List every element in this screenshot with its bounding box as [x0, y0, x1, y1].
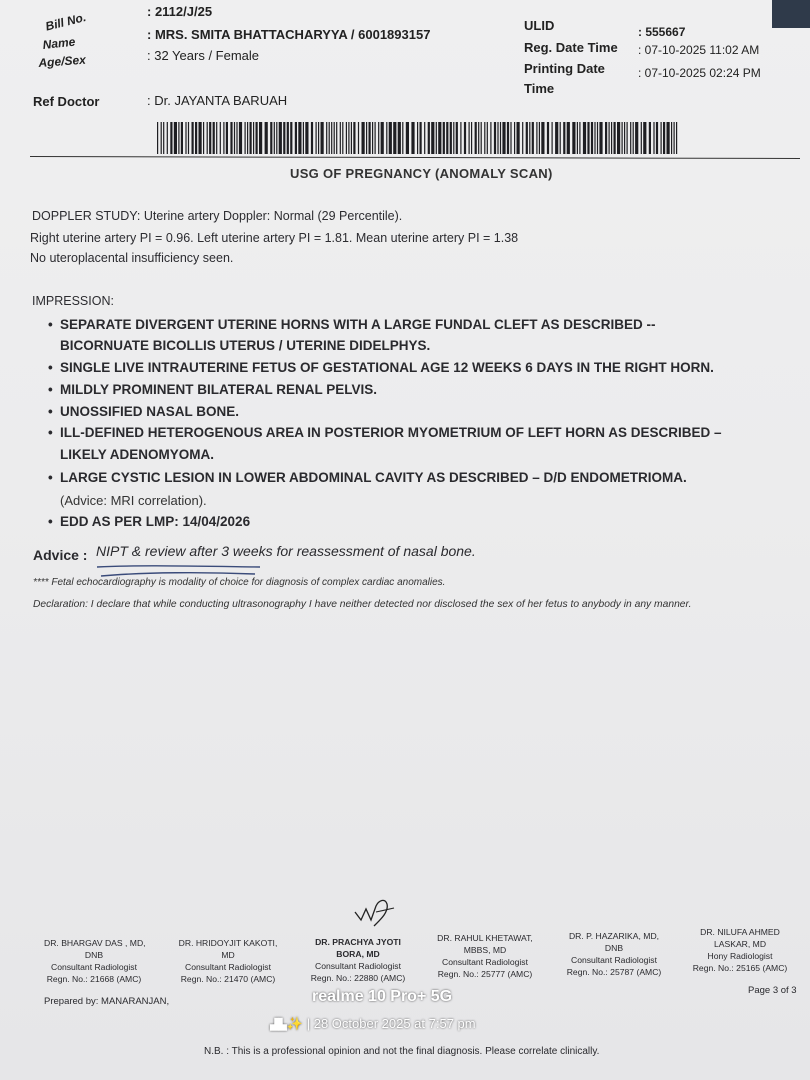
barcode-bar [676, 122, 677, 154]
barcode-bar [398, 122, 401, 154]
doctor-degree: DNB [604, 943, 624, 953]
barcode-bar [326, 122, 327, 154]
barcode-bar [375, 122, 376, 154]
barcode-bar [656, 122, 658, 154]
bullet: • [48, 514, 53, 529]
bullet: • [48, 382, 53, 397]
doctor-block [300, 936, 416, 984]
barcode-bar [170, 122, 172, 154]
barcode-bar [274, 122, 275, 154]
barcode-bar [192, 122, 194, 154]
barcode-bar [342, 122, 343, 154]
barcode-bar [624, 122, 625, 154]
barcode-bar [393, 122, 396, 154]
barcode [157, 122, 679, 154]
watermark-glyph: ▟▙ [270, 1019, 287, 1031]
barcode-bar [614, 122, 616, 154]
doctor-degree: MBBS, MD [463, 945, 507, 955]
barcode-bar [178, 122, 179, 154]
prepared-by: Prepared by: MANARANJAN, [44, 996, 170, 1007]
barcode-bar [605, 122, 607, 154]
barcode-bar [517, 122, 520, 154]
barcode-bar [226, 122, 228, 154]
barcode-bar [411, 122, 414, 154]
barcode-bar [522, 122, 523, 154]
barcode-bar [157, 122, 158, 154]
barcode-bar [336, 122, 337, 154]
barcode-bar [536, 122, 537, 154]
doctor-name: DR. PRACHYA JYOTI [315, 937, 401, 947]
barcode-bar [436, 122, 437, 154]
barcode-bar [484, 122, 485, 154]
barcode-bar [223, 122, 224, 154]
barcode-bar [305, 122, 308, 154]
advice-text: NIPT & review after 3 weeks for reassessment of nasal bone. [96, 543, 476, 559]
report-title: USG OF PREGNANCY (ANOMALY SCAN) [290, 166, 553, 181]
doctor-block [426, 932, 544, 980]
nb-note: N.B. : This is a professional opinion and not the final diagnosis. Please correlate clinically. [204, 1046, 600, 1057]
barcode-bar [502, 122, 505, 154]
impression-item: MILDLY PROMINENT BILATERAL RENAL PELVIS. [60, 382, 378, 397]
doctor-degree: DNB [84, 950, 104, 960]
doctor-regn: Regn. No.: 25165 (AMC) [692, 963, 788, 973]
bullet: • [48, 425, 53, 440]
barcode-bar [253, 122, 254, 154]
barcode-bar [464, 122, 466, 154]
barcode-bar [220, 122, 221, 154]
barcode-bar [431, 122, 434, 154]
barcode-bar [259, 122, 262, 154]
doctor-regn: Regn. No.: 25787 (AMC) [566, 967, 662, 977]
barcode-bar [270, 122, 272, 154]
barcode-bar [667, 122, 670, 154]
barcode-bar [572, 122, 575, 154]
doctor-name: DR. BHARGAV DAS , MD, [44, 938, 146, 948]
printing-date-value: : 07-10-2025 02:24 PM [638, 66, 761, 80]
barcode-bar [372, 122, 373, 154]
barcode-bar [622, 122, 623, 154]
barcode-bar [583, 122, 586, 154]
impression-heading: IMPRESSION: [32, 294, 114, 308]
barcode-bar [460, 122, 461, 154]
impression-item: (Advice: MRI correlation). [60, 493, 207, 508]
barcode-bar [497, 122, 498, 154]
barcode-bar [298, 122, 301, 154]
barcode-bar [161, 122, 162, 154]
device-watermark: realme 10 Pro+ 5G [312, 988, 453, 1005]
barcode-bar [438, 122, 441, 154]
barcode-bar [587, 122, 589, 154]
impression-item: BICORNUATE BICOLLIS UTERUS / UTERINE DIDELPHYS. [60, 338, 431, 353]
barcode-bar [362, 122, 365, 154]
barcode-bar [547, 122, 549, 154]
barcode-bar [311, 122, 313, 154]
footnote: **** Fetal echocardiography is modality of choice for diagnosis of complex cardiac anomalies. [33, 577, 446, 588]
barcode-bar [599, 122, 602, 154]
barcode-bar [539, 122, 540, 154]
barcode-bar [456, 122, 458, 154]
declaration: Declaration: I declare that while conducting ultrasonography I have neither detected nor disclosed the sex of her fetus to anybody in any manner. [33, 599, 692, 610]
barcode-bar [567, 122, 570, 154]
barcode-bar [276, 122, 277, 154]
barcode-bar [378, 122, 379, 154]
barcode-bar [591, 122, 593, 154]
impression-item: SEPARATE DIVERGENT UTERINE HORNS WITH A LARGE FUNDAL CLEFT AS DESCRIBED -- [60, 317, 656, 332]
barcode-bar [381, 122, 384, 154]
barcode-bar [446, 122, 448, 154]
barcode-bar [239, 122, 242, 154]
barcode-bar [424, 122, 425, 154]
barcode-bar [340, 122, 341, 154]
doctor-degree: LASKAR, MD [713, 939, 767, 949]
printing-date-label: Printing Date [524, 61, 605, 76]
doctor-regn: Regn. No.: 22880 (AMC) [310, 973, 406, 983]
barcode-bar [450, 122, 452, 154]
barcode-bar [532, 122, 534, 154]
barcode-bar [674, 122, 675, 154]
doppler-line-3: No uteroplacental insufficiency seen. [30, 251, 234, 265]
advice-label: Advice : [33, 547, 88, 563]
barcode-bar [250, 122, 252, 154]
doctor-regn: Regn. No.: 21470 (AMC) [180, 974, 276, 984]
doppler-line-1: DOPPLER STUDY: Uterine artery Doppler: Normal (29 Percentile). [32, 209, 403, 223]
ulid-value: : 555667 [638, 25, 686, 39]
doppler-line-2: Right uterine artery PI = 0.96. Left uterine artery PI = 1.81. Mean uterine artery PI = 1.38 [30, 231, 519, 245]
barcode-bar [475, 122, 477, 154]
bullet: • [48, 404, 53, 419]
barcode-bar [295, 122, 297, 154]
printing-time-label: Time [524, 81, 555, 96]
barcode-bar [627, 122, 628, 154]
barcode-bar [386, 122, 387, 154]
barcode-bar [428, 122, 430, 154]
barcode-bar [287, 122, 289, 154]
impression-item: LARGE CYSTIC LESION IN LOWER ABDOMINAL CAVITY AS DESCRIBED – D/D ENDOMETRIOMA. [60, 470, 687, 485]
age-sex-value: : 32 Years / Female [147, 48, 260, 63]
date-watermark [270, 1016, 476, 1032]
barcode-bar [563, 122, 565, 154]
barcode-bar [560, 122, 561, 154]
barcode-bar [334, 122, 335, 154]
barcode-bar [234, 122, 235, 154]
barcode-bar [661, 122, 662, 154]
barcode-bar [331, 122, 332, 154]
barcode-bar [389, 122, 392, 154]
barcode-bar [443, 122, 445, 154]
reg-date-value: : 07-10-2025 11:02 AM [638, 43, 760, 57]
barcode-bar [641, 122, 642, 154]
bullet: • [48, 360, 53, 375]
barcode-bar [541, 122, 544, 154]
ulid-label: ULID [524, 18, 555, 33]
barcode-bar [167, 122, 168, 154]
doctor-role: Hony Radiologist [707, 951, 773, 961]
name-value: : MRS. SMITA BHATTACHARYYA / 6001893157 [147, 27, 431, 42]
barcode-bar [453, 122, 454, 154]
barcode-bar [611, 122, 612, 154]
barcode-bar [265, 122, 268, 154]
impression-item: UNOSSIFIED NASAL BONE. [60, 404, 240, 419]
barcode-bar [163, 122, 164, 154]
barcode-bar [552, 122, 553, 154]
barcode-bar [500, 122, 501, 154]
barcode-bar [353, 122, 355, 154]
barcode-bar [247, 122, 248, 154]
barcode-bar [514, 122, 515, 154]
barcode-bar [346, 122, 347, 154]
barcode-bar [236, 122, 237, 154]
barcode-bar [594, 122, 595, 154]
barcode-bar [417, 122, 418, 154]
barcode-bar [207, 122, 208, 154]
barcode-bar [481, 122, 482, 154]
doctor-regn: Regn. No.: 21668 (AMC) [46, 974, 142, 984]
bill-label: Bill No. [44, 9, 88, 34]
barcode-bar [369, 122, 371, 154]
barcode-bar [526, 122, 528, 154]
doctor-name: DR. P. HAZARIKA, MD, [568, 931, 660, 941]
page-number: Page 3 of 3 [748, 985, 797, 996]
barcode-bar [507, 122, 509, 154]
doctor-block [555, 930, 673, 978]
barcode-bar [318, 122, 319, 154]
doctor-role: Consultant Radiologist [315, 961, 401, 971]
barcode-bar [209, 122, 211, 154]
doctor-name: DR. HRIDOYJIT KAKOTI, [178, 938, 278, 948]
barcode-bar [630, 122, 631, 154]
doctor-name: DR. RAHUL KHETAWAT, [437, 933, 533, 943]
doctor-block [684, 926, 796, 974]
doctor-role: Consultant Radiologist [185, 962, 271, 972]
barcode-bar [329, 122, 330, 154]
barcode-bar [649, 122, 651, 154]
barcode-bar [174, 122, 177, 154]
barcode-bar [597, 122, 598, 154]
impression-item: LIKELY ADENOMYOMA. [60, 447, 215, 462]
barcode-bar [471, 122, 472, 154]
name-label: Name [42, 34, 76, 52]
barcode-bar [188, 122, 189, 154]
background-corner [772, 0, 810, 28]
barcode-bar [529, 122, 530, 154]
barcode-bar [635, 122, 638, 154]
bullet: • [48, 317, 53, 332]
signature [352, 894, 398, 930]
impression-item: EDD AS PER LMP: 14/04/2026 [60, 514, 251, 529]
barcode-bar [216, 122, 217, 154]
barcode-bar [245, 122, 246, 154]
barcode-bar [321, 122, 324, 154]
barcode-bar [510, 122, 511, 154]
barcode-bar [555, 122, 558, 154]
barcode-bar [643, 122, 646, 154]
barcode-bar [671, 122, 672, 154]
doctor-degree: BORA, MD [336, 949, 380, 959]
barcode-bar [290, 122, 292, 154]
barcode-bar [490, 122, 491, 154]
barcode-bar [420, 122, 422, 154]
impression-item: SINGLE LIVE INTRAUTERINE FETUS OF GESTATIONAL AGE 12 WEEKS 6 DAYS IN THE RIGHT HORN. [60, 360, 714, 375]
barcode-bar [494, 122, 496, 154]
barcode-bar [181, 122, 183, 154]
barcode-bar [366, 122, 367, 154]
barcode-bar [203, 122, 204, 154]
age-sex-label: Age/Sex [38, 52, 87, 70]
barcode-bar [402, 122, 403, 154]
bullet: • [48, 470, 53, 485]
barcode-bar [213, 122, 215, 154]
doctor-regn: Regn. No.: 25777 (AMC) [437, 969, 533, 979]
barcode-bar [279, 122, 282, 154]
barcode-bar [609, 122, 610, 154]
barcode-bar [653, 122, 654, 154]
doctor-degree: MD [221, 950, 235, 960]
doctor-role: Consultant Radiologist [442, 957, 528, 967]
ref-doctor-value: : Dr. JAYANTA BARUAH [147, 93, 288, 108]
bill-value: : 2112/J/25 [147, 4, 213, 19]
barcode-bar [256, 122, 258, 154]
doctor-block [170, 937, 286, 985]
doctor-role: Consultant Radiologist [571, 955, 657, 965]
barcode-bar [469, 122, 470, 154]
barcode-bar [303, 122, 304, 154]
barcode-bar [487, 122, 488, 154]
sparkle-icon: ✨ [286, 1016, 304, 1031]
barcode-bar [185, 122, 186, 154]
barcode-bar [617, 122, 620, 154]
reg-date-label: Reg. Date Time [524, 40, 618, 55]
doctor-block [44, 937, 144, 985]
barcode-bar [195, 122, 197, 154]
barcode-bar [577, 122, 578, 154]
doctor-role: Consultant Radiologist [51, 962, 137, 972]
barcode-bar [478, 122, 479, 154]
impression-item: ILL-DEFINED HETEROGENOUS AREA IN POSTERIOR MYOMETRIUM OF LEFT HORN AS DESCRIBED – [60, 425, 722, 440]
doctor-name: DR. NILUFA AHMED [700, 927, 780, 937]
barcode-bar [358, 122, 359, 154]
date-text: | 28 October 2025 at 7:57 pm [306, 1016, 476, 1031]
ref-doctor-label: Ref Doctor [33, 94, 100, 109]
barcode-bar [283, 122, 285, 154]
barcode-bar [351, 122, 352, 154]
barcode-bar [579, 122, 580, 154]
barcode-bar [663, 122, 665, 154]
barcode-bar [199, 122, 202, 154]
barcode-bar [633, 122, 634, 154]
header-rule [30, 156, 800, 159]
barcode-bar [230, 122, 232, 154]
barcode-bar [316, 122, 317, 154]
barcode-bar [348, 122, 349, 154]
barcode-bar [406, 122, 409, 154]
